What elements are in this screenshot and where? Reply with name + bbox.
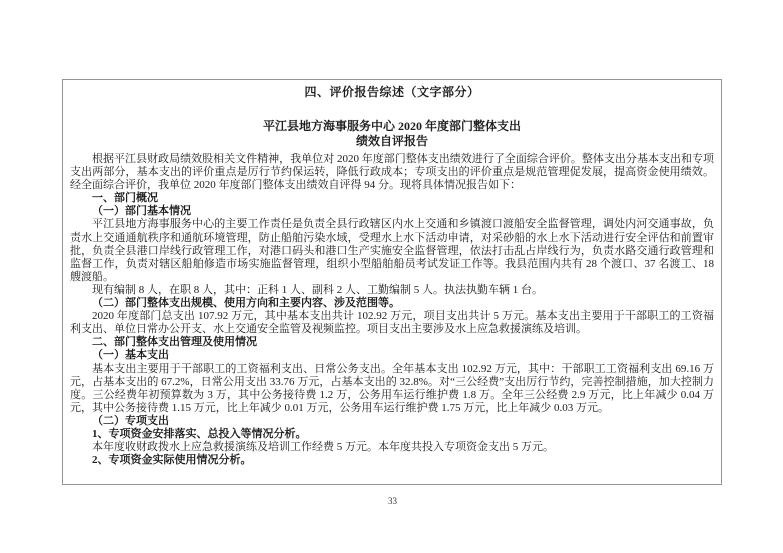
report-paragraph: 平江县地方海事服务中心的主要工作责任是负责全县行政辖区内水上交通和乡镇渡口渡船安全监督管理，调处内河交通事故，负责水上交通通航秩序和通航环境管理，防止船舶污染水域，受理水上水下活动申请，对采砂船的水上水下活动进行安全评估和前置审批，负责全县港口岸线行政管理工作，对港口码头和港口生产实施安全监督管理，依法打击乱占岸线行为，负责水路交通行政管理和监督工作，负责对辖区船舶修造市场实施监督管理，组织小型船舶船员考试发证工作等。我县范围内共有 28 个渡口、37 名渡工、18 艘渡船。 xyxy=(70,218,714,283)
report-paragraph: 2020 年度部门总支出 107.92 万元，其中基本支出共计 102.92 万元，项目支出共计 5 万元。基本支出主要用于干部职工的工资福利支出、单位日常办公开支、水上交通安全监管及视频监控。项目支出主要涉及水上应急救援演练及培训。 xyxy=(70,310,714,336)
doc-title-line1: 平江县地方海事服务中心 2020 年度部门整体支出 xyxy=(262,119,521,133)
report-border-box xyxy=(62,79,722,485)
report-body xyxy=(70,153,714,467)
report-heading: 一、部门概况 xyxy=(92,192,158,205)
report-heading: （二）专项支出 xyxy=(92,414,169,427)
doc-title xyxy=(70,119,714,148)
report-paragraph: 根据平江县财政局绩效股相关文件精神，我单位对 2020 年度部门整体支出绩效进行了全面综合评价。整体支出分基本支出和专项支出两部分，基本支出的评价重点是厉行节约保运转，降低行政成本；专项支出的评价重点是规范管理促发展，提高资金使用绩效。经全面综合评价，我单位 2020 年度部门整体支出绩效自评得 94 分。现将具体情况报告如下： xyxy=(70,153,714,192)
report-heading: 1、专项资金安排落实、总投入等情况分析。 xyxy=(92,427,307,440)
report-paragraph: 现有编制 8 人，在职 8 人，其中：正科 1 人、副科 2 人、工勤编制 5 人。执法执勤车辆 1 台。 xyxy=(92,283,543,296)
report-paragraph: 本年度收财政拨水上应急救援演练及培训工作经费 5 万元。本年度共投入专项资金支出 5 万元。 xyxy=(92,441,554,454)
doc-title-line2: 绩效自评报告 xyxy=(355,133,428,148)
page-number: 33 xyxy=(388,496,397,506)
report-heading: （一）基本支出 xyxy=(92,349,169,362)
report-paragraph: 基本支出主要用于干部职工的工资福利支出、日常公务支出。全年基本支出 102.92 万元，其中：干部职工工资福利支出 69.16 万元，占基本支出的 67.2%，日常公用支出 33.76 万元，占基本支出的 32.8%。对“三公经费”支出厉行节约，完善控制措施，加大控制力度。三公经费年初预算数为 3 万，其中公务接待费 1.2 万，公务用车运行维护费 1.8 万。全年三公经费 2.9 万元，比上年减少 0.04 万元，其中公务接待费 1.15 万元，比上年减少 0.01 万元，公务用车运行维护费 1.75 万元，比上年减少 0.03 万元。 xyxy=(70,362,714,414)
report-heading: 2、专项资金实际使用情况分析。 xyxy=(92,454,252,467)
report-heading: 二、部门整体支出管理及使用情况 xyxy=(92,336,257,349)
report-heading: （一）部门基本情况 xyxy=(92,205,191,218)
section-header: 四、评价报告综述（文字部分） xyxy=(304,85,480,99)
report-heading: （二）部门整体支出规模、使用方向和主要内容、涉及范围等。 xyxy=(92,297,400,310)
